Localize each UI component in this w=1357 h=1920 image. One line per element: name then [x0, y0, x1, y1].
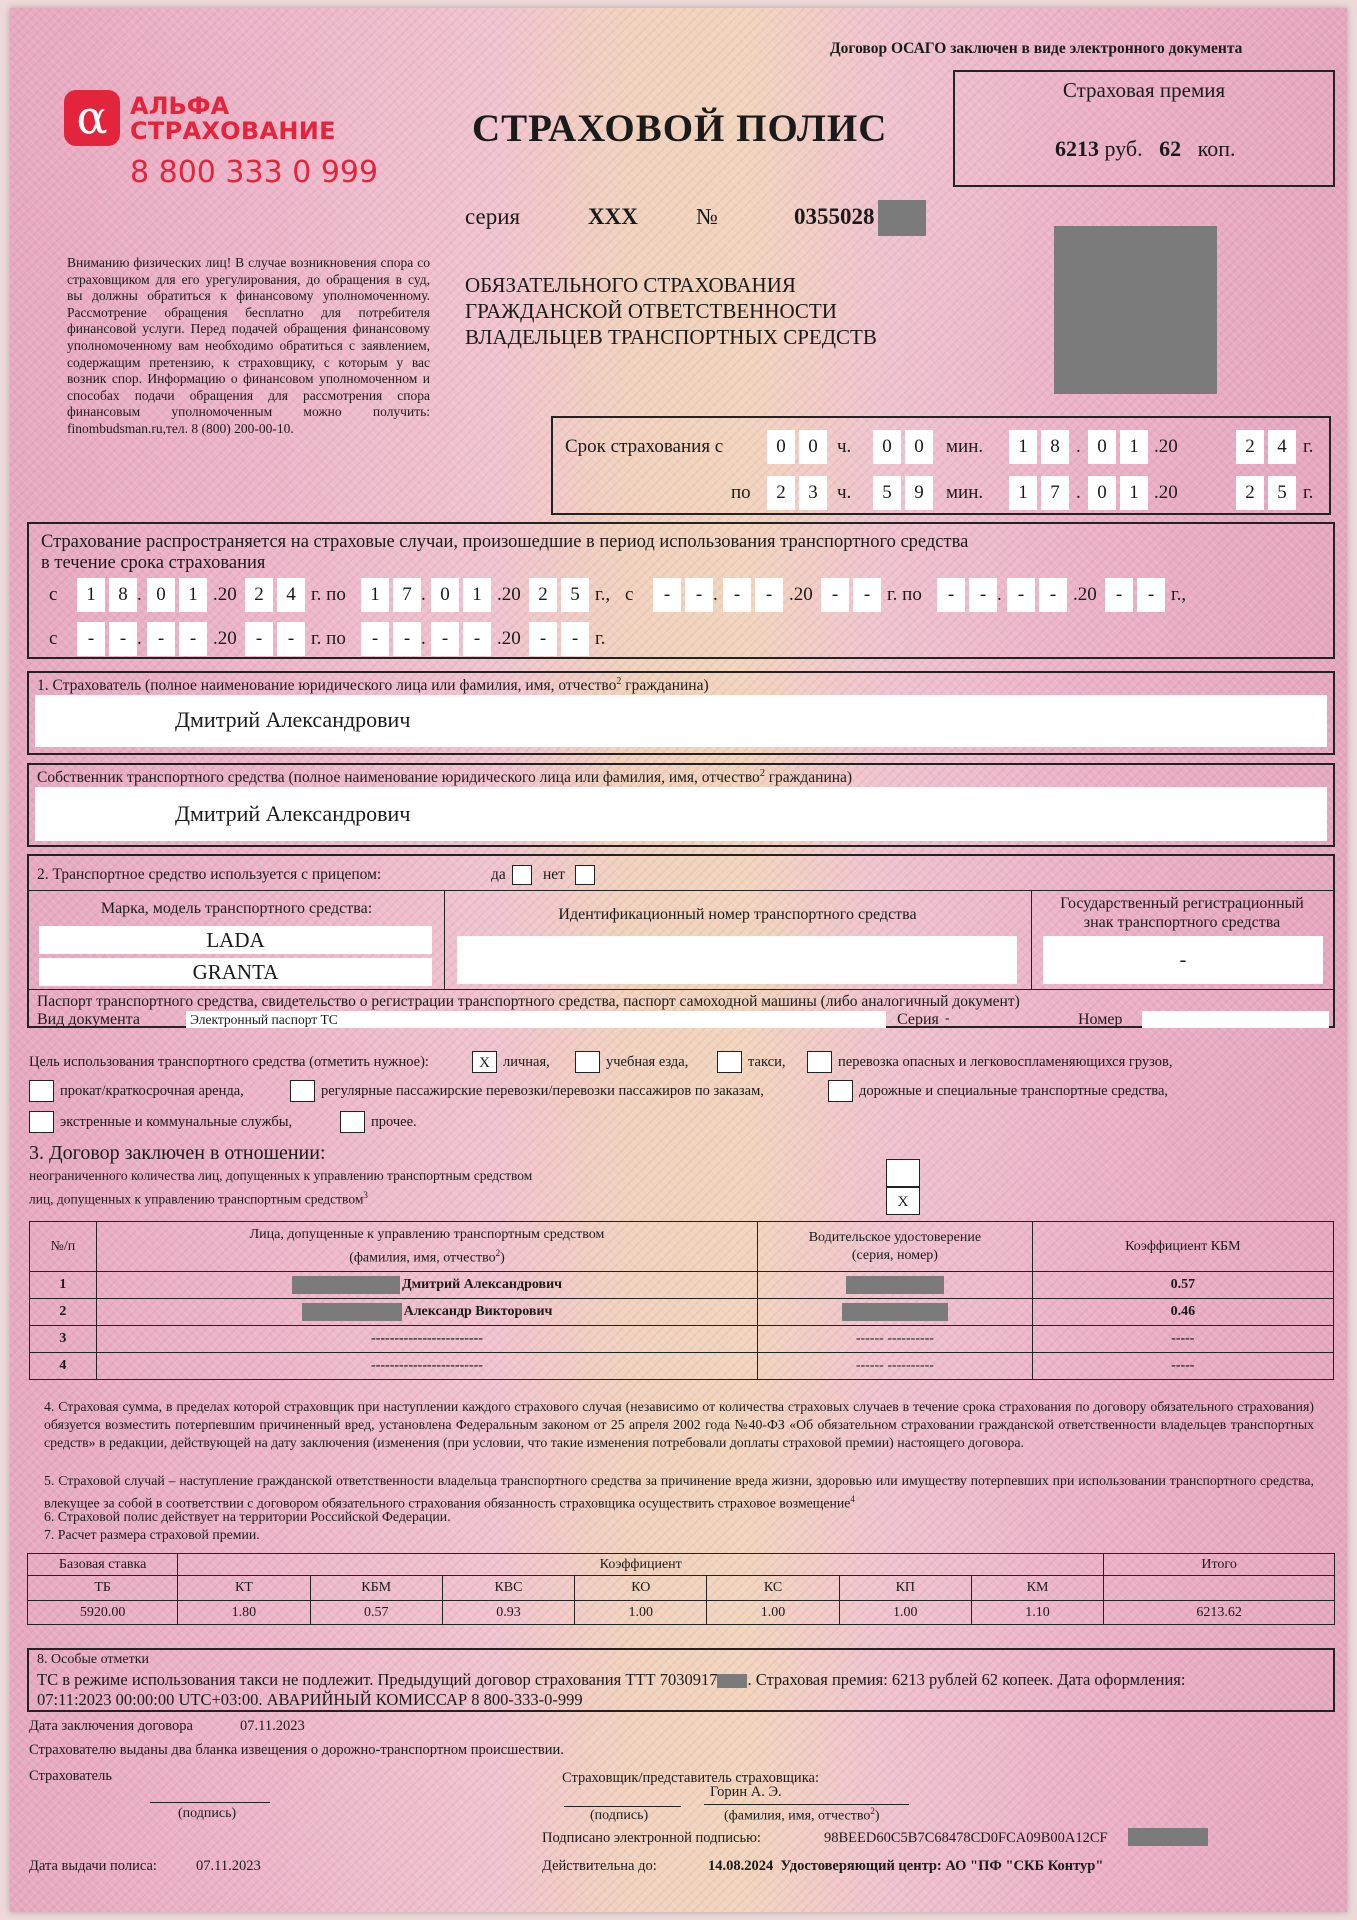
plate-value: -	[1043, 936, 1323, 984]
date-separator: .20	[789, 584, 813, 605]
valid-until-value: 14.08.2024	[708, 1858, 774, 1874]
term-to-d-digit: 7	[1041, 476, 1069, 510]
usage-p2_from-digit: -	[685, 578, 713, 612]
driver-kbm: 0.46	[1032, 1299, 1333, 1326]
driver-name: Александр Викторович	[403, 1304, 553, 1320]
date-separator: .20	[497, 628, 521, 649]
usage-from-label: с	[625, 584, 634, 605]
number-value: 0355028	[794, 204, 875, 229]
consumer-notice: Вниманию физических лиц! В случае возникновения спора со страховщиком для его урегулирования, до обращения в суд, вы должны обратиться к финансовому уполномоченному. Рассмотрение обращения бесплатно для потребителя финансовой услуги. Перед подачей обращения финансовому уполномоченному вам необходимо обратиться с заявлением, содержащим претензию, к страховщику, с которым у вас возник спор. Информацию о финансовом уполномоченном и способах подачи обращения для рассмотрения спора финансовым уполномоченным можно получить: finombudsman.ru,тел. 8 (800) 200-00-10.	[67, 255, 430, 436]
term-to-y-digit: 5	[1268, 476, 1296, 510]
usage-from-label: с	[49, 584, 58, 605]
redacted-block	[292, 1276, 400, 1294]
terms-p6: 6. Страховой полис действует на территории Российской Федерации.	[44, 1509, 451, 1524]
purpose-label: Цель использования транспортного средства (отметить нужное):	[29, 1054, 429, 1070]
date-separator: .	[421, 584, 426, 605]
doc-number-label: Номер	[1078, 1011, 1123, 1028]
term-to-m-digit: 9	[905, 476, 933, 510]
premium-kop-label: коп.	[1197, 136, 1236, 161]
calc-header: КП	[839, 1576, 971, 1601]
model-value: GRANTA	[39, 958, 432, 986]
passport-label: Паспорт транспортного средства, свидетельство о регистрации транспортного средства, паспорт самоходной машины (либо аналогичный документ)	[37, 993, 1020, 1010]
usage-p1_from-digit: 0	[147, 578, 175, 612]
trailer-label: 2. Транспортное средство используется с прицепом:	[37, 866, 382, 883]
term-separator: ч.	[837, 436, 852, 457]
insurer-fio-label: (фамилия, имя, отчество$^2$)	[724, 1806, 880, 1824]
alfa-logo-icon: α	[64, 90, 120, 146]
divider	[29, 989, 1333, 990]
insured-signature-line	[150, 1802, 270, 1803]
calc-total-label: Итого	[1104, 1554, 1335, 1576]
issue-date: 07.11.2023	[196, 1858, 261, 1874]
terms-p5: 5. Страховой случай – наступление гражданской ответственности владельца транспортного средства за причинение вреда жизни, здоровью или имуществу потерпевших при использовании транспортного средства, влекущее за собой в соответствии с договором обязательного страхования обязанность страховщика осуществить страховое возмещение$^4$	[44, 1473, 1314, 1511]
logo-phone: 8 800 333 0 999	[130, 155, 379, 190]
usage-p2_to-digit: -	[969, 578, 997, 612]
valid-until-label: Действительна до:	[542, 1858, 657, 1874]
term-from-d-digit: 8	[1041, 430, 1069, 464]
date-separator: .	[997, 584, 1002, 605]
usage-p2_from-digit: -	[653, 578, 681, 612]
usage-p1_from-digit: -	[77, 622, 105, 656]
usage-p1_to-digit: -	[361, 622, 389, 656]
driver-kbm: -----	[1032, 1326, 1333, 1353]
esign-label: Подписано электронной подписью:	[542, 1830, 761, 1846]
calc-value: 1.00	[707, 1601, 839, 1625]
special-text-3: 07:11:2023 00:00:00 UTC+03:00. АВАРИЙНЫЙ КОМИССАР 8 800-333-0-999	[37, 1690, 583, 1709]
col-license-2: (серия, номер)	[851, 1247, 938, 1263]
purpose-checkbox[interactable]	[575, 1051, 600, 1073]
usage-p2_to-digit: -	[1137, 578, 1165, 612]
term-from-label: Срок страхования с	[565, 436, 724, 457]
usage-period-text: Страхование распространяется на страховые случаи, произошедшие в период использования транспортного средства	[41, 532, 969, 552]
premium-rub-label: руб.	[1104, 136, 1143, 161]
contract-unlimited-label: неограниченного количества лиц, допущенных к управлению транспортным средством	[29, 1168, 533, 1183]
usage-p2_to-digit: -	[937, 578, 965, 612]
driver-name: ------------------------	[371, 1331, 483, 1346]
driver-kbm: 0.57	[1032, 1272, 1333, 1299]
purpose-option-label: дорожные и специальные транспортные средства,	[859, 1083, 1169, 1099]
purpose-option-label: регулярные пассажирские перевозки/перевозки пассажиров по заказам,	[321, 1083, 764, 1099]
page-title: СТРАХОВОЙ ПОЛИС	[472, 107, 888, 150]
usage-p1_from-digit: 4	[277, 578, 305, 612]
date-separator: .20	[1073, 584, 1097, 605]
usage-p2_from-digit: -	[853, 578, 881, 612]
calc-coef-label: Коэффициент	[178, 1554, 1104, 1576]
driver-name: Дмитрий Александрович	[401, 1277, 563, 1293]
usage-p1_to-digit: 1	[463, 578, 491, 612]
col-kbm: Коэффициент КБМ	[1032, 1222, 1333, 1272]
redacted-block	[717, 1674, 747, 1688]
insurer-name-field	[35, 695, 1327, 747]
premium-calc-table	[27, 1553, 1335, 1625]
make-label: Марка, модель транспортного средства:	[100, 900, 373, 917]
term-separator: мин.	[946, 482, 984, 503]
term-from-h-digit: 0	[799, 430, 827, 464]
redacted-block	[878, 200, 926, 236]
term-separator: .	[1076, 482, 1081, 503]
calc-value: 1.80	[178, 1601, 310, 1625]
purpose-option-label: экстренные и коммунальные службы,	[60, 1114, 293, 1130]
doc-number-value	[1142, 1011, 1329, 1028]
term-separator: .	[1076, 436, 1081, 457]
table-row	[30, 1299, 1334, 1326]
purpose-checkbox[interactable]	[29, 1111, 54, 1133]
usage-row-2	[29, 622, 1333, 656]
col-num: №/п	[30, 1222, 97, 1272]
purpose-option-label: такси,	[748, 1054, 786, 1070]
purpose-option-label: учебная езда,	[606, 1054, 689, 1070]
number-label: №	[696, 204, 718, 229]
make-value: LADA	[39, 926, 432, 954]
series-label: серия	[465, 204, 521, 229]
trailer-no-checkbox[interactable]	[575, 865, 595, 885]
usage-p2_from-digit: -	[723, 578, 751, 612]
usage-p1_to-digit: 0	[431, 578, 459, 612]
calc-value: 1.00	[575, 1601, 707, 1625]
esign-value: 98BEED60C5B7C68478CD0FCA09B00A12CF	[824, 1830, 1108, 1846]
term-from-m-digit: 0	[873, 430, 901, 464]
doc-type-value: Электронный паспорт ТС	[190, 1012, 338, 1027]
usage-p1_to-digit: -	[431, 622, 459, 656]
drivers-table	[29, 1221, 1334, 1380]
insured-label: Страхователь	[29, 1768, 112, 1784]
term-box	[551, 416, 1331, 515]
insurer-name: Дмитрий Александрович	[175, 707, 411, 732]
driver-num: 1	[30, 1272, 97, 1299]
purpose-checkbox[interactable]	[340, 1111, 365, 1133]
usage-p1_to-digit: -	[393, 622, 421, 656]
usage-p2_to-digit: -	[1039, 578, 1067, 612]
purpose-option-label: прокат/краткосрочная аренда,	[60, 1083, 244, 1099]
vin-field	[457, 936, 1017, 984]
calc-header: КО	[575, 1576, 707, 1601]
term-from-y-digit: 4	[1268, 430, 1296, 464]
usage-row-1	[29, 578, 1333, 612]
usage-p1_from-digit: -	[179, 622, 207, 656]
usage-p2_to-digit: -	[1105, 578, 1133, 612]
insurer-rep-label: Страховщик/представитель страховщика:	[562, 1770, 819, 1786]
electronic-note: Договор ОСАГО заключен в виде электронного документа	[830, 40, 1243, 57]
trailer-yes-checkbox[interactable]	[512, 865, 532, 885]
usage-p1_from-digit: -	[109, 622, 137, 656]
usage-p1_to-digit: 1	[361, 578, 389, 612]
calc-header: КС	[707, 1576, 839, 1601]
logo-line2: СТРАХОВАНИЕ	[130, 117, 336, 145]
calc-value: 5920.00	[28, 1601, 178, 1625]
usage-p1_to-digit: 5	[561, 578, 589, 612]
driver-num: 4	[30, 1353, 97, 1380]
date-separator: .20	[497, 584, 521, 605]
driver-kbm: -----	[1032, 1353, 1333, 1380]
term-to-mo-digit: 1	[1120, 476, 1148, 510]
purpose-option-label: перевозка опасных и легковоспламеняющихся грузов,	[838, 1054, 1173, 1070]
usage-p1_from-digit: 2	[245, 578, 273, 612]
usage-separator-label: г.	[595, 628, 606, 649]
purpose-checkbox[interactable]	[828, 1080, 853, 1102]
term-to-y-digit: 2	[1236, 476, 1264, 510]
vin-label: Идентификационный номер транспортного средства	[558, 906, 917, 923]
owner-label: Собственник транспортного средства (полное наименование юридического лица или фамилия, имя, отчество$^2$ гражданина)	[37, 768, 853, 787]
usage-p2_from-digit: -	[821, 578, 849, 612]
usage-p2_to-digit: -	[1007, 578, 1035, 612]
policy-document	[10, 8, 1347, 1912]
logo-line1: АЛЬФА	[130, 92, 230, 120]
col-name: Лица, допущенные к управлению транспортным средством	[249, 1226, 605, 1242]
term-from-m-digit: 0	[905, 430, 933, 464]
insured-signature-label: (подпись)	[178, 1806, 237, 1821]
owner-name: Дмитрий Александрович	[175, 801, 411, 826]
special-marks	[27, 1648, 1335, 1712]
insurer-signature-line	[564, 1806, 681, 1807]
usage-p1_to-digit: -	[463, 622, 491, 656]
issue-date-label: Дата выдачи полиса:	[29, 1858, 157, 1874]
special-label: 8. Особые отметки	[37, 1652, 149, 1667]
purpose-option-label: прочее.	[371, 1114, 417, 1130]
usage-p1_to-digit: -	[561, 622, 589, 656]
contract-title: 3. Договор заключен в отношении:	[29, 1142, 326, 1164]
calc-value: 1.10	[971, 1601, 1103, 1625]
insurer-label: 1. Страхователь (полное наименование юридического лица или фамилия, имя, отчество$^2$ гражданина)	[37, 676, 709, 695]
driver-num: 2	[30, 1299, 97, 1326]
driver-name: ------------------------	[371, 1358, 483, 1373]
term-from-mo-digit: 0	[1088, 430, 1116, 464]
doc-series-value: -	[945, 1011, 950, 1026]
date-separator: .	[713, 584, 718, 605]
usage-period-box	[27, 522, 1335, 659]
usage-p1_from-digit: -	[147, 622, 175, 656]
insurer-name-line	[704, 1804, 909, 1805]
date-separator: .	[137, 628, 142, 649]
special-text: ТС в режиме использования такси не подлежит. Предыдущий договор страхования ТТТ 7030917	[37, 1670, 718, 1689]
plate-label-2: знак транспортного средства	[1083, 914, 1281, 931]
term-to-label: по	[731, 482, 751, 503]
forms-note: Страхователю выданы два бланка извещения о дорожно-транспортном происшествии.	[29, 1742, 564, 1758]
term-from-mo-digit: 1	[1120, 430, 1148, 464]
redacted-block	[302, 1303, 402, 1321]
col-name-2: (фамилия, имя, отчество$^2$)	[349, 1247, 505, 1266]
term-separator: г.	[1303, 482, 1314, 503]
usage-separator-label: г.,	[1171, 584, 1187, 605]
premium-box	[953, 70, 1335, 187]
redacted-block	[842, 1303, 948, 1321]
usage-p1_to-digit: 2	[529, 578, 557, 612]
term-separator: .20	[1154, 482, 1178, 503]
term-to-h-digit: 3	[799, 476, 827, 510]
premium-rub-value: 6213	[1055, 136, 1099, 161]
usage-period-text-2: в течение срока страхования	[41, 553, 266, 573]
term-separator: .20	[1154, 436, 1178, 457]
qr-code-redacted	[1054, 226, 1217, 394]
usage-separator-label: г.,	[595, 584, 611, 605]
term-separator: г.	[1303, 436, 1314, 457]
date-separator: .	[137, 584, 142, 605]
driver-num: 3	[30, 1326, 97, 1353]
term-to-d-digit: 1	[1009, 476, 1037, 510]
date-separator: .	[421, 628, 426, 649]
purpose-checkbox[interactable]: X	[472, 1051, 497, 1073]
purpose-checkbox[interactable]	[807, 1051, 832, 1073]
insurer-section	[27, 671, 1335, 755]
owner-section	[27, 763, 1335, 847]
subtitle: ОБЯЗАТЕЛЬНОГО СТРАХОВАНИЯ ГРАЖДАНСКОЙ ОТВЕТСТВЕННОСТИ ВЛАДЕЛЬЦЕВ ТРАНСПОРТНЫХ СРЕДСТВ	[465, 273, 877, 349]
contract-limited-label: лиц, допущенных к управлению транспортным средством$^3$	[29, 1190, 368, 1207]
calc-header: КТ	[178, 1576, 310, 1601]
term-from-row	[553, 430, 1329, 464]
redacted-block	[846, 1276, 944, 1294]
usage-p1_from-digit: -	[277, 622, 305, 656]
term-separator: мин.	[946, 436, 984, 457]
calc-value: 0.57	[310, 1601, 442, 1625]
calc-total: 6213.62	[1104, 1601, 1335, 1625]
calc-base-label: Базовая ставка	[28, 1554, 178, 1576]
table-row	[30, 1326, 1334, 1353]
special-text-2: . Страховая премия: 6213 рублей 62 копеек. Дата оформления:	[747, 1670, 1186, 1689]
certificate-center: Удостоверяющий центр: АО "ПФ "СКБ Контур"	[780, 1858, 1104, 1874]
usage-separator-label: г. по	[311, 628, 346, 649]
term-to-m-digit: 5	[873, 476, 901, 510]
term-separator: ч.	[837, 482, 852, 503]
purpose-checkbox[interactable]	[29, 1080, 54, 1102]
contract-unlimited-checkbox[interactable]	[886, 1159, 920, 1187]
vehicle-section	[27, 854, 1335, 1028]
driver-license: ------ ----------	[855, 1358, 934, 1373]
usage-p1_to-digit: -	[529, 622, 557, 656]
date-separator: .20	[213, 628, 237, 649]
redacted-block	[1128, 1828, 1208, 1846]
usage-from-label: с	[49, 628, 58, 649]
usage-p1_from-digit: 8	[109, 578, 137, 612]
contract-date-label: Дата заключения договора	[29, 1718, 193, 1734]
term-to-h-digit: 2	[767, 476, 795, 510]
term-to-row	[553, 476, 1329, 510]
doc-type-label: Вид документа	[37, 1011, 140, 1028]
terms-p7: 7. Расчет размера страховой премии.	[44, 1527, 260, 1542]
divider	[444, 890, 445, 989]
contract-limited-checkbox[interactable]: X	[886, 1187, 920, 1215]
calc-header: КБМ	[310, 1576, 442, 1601]
table-row	[30, 1353, 1334, 1380]
usage-p1_from-digit: 1	[77, 578, 105, 612]
term-from-d-digit: 1	[1009, 430, 1037, 464]
calc-value: 0.93	[442, 1601, 574, 1625]
term-from-h-digit: 0	[767, 430, 795, 464]
calc-header: КВС	[442, 1576, 574, 1601]
insurer-rep-name: Горин А. Э.	[710, 1784, 782, 1800]
insurer-signature-label: (подпись)	[590, 1808, 649, 1823]
usage-p1_to-digit: 7	[393, 578, 421, 612]
doc-series-label: Серия	[897, 1011, 939, 1028]
col-license: Водительское удостоверение	[808, 1229, 982, 1245]
calc-value: 1.00	[839, 1601, 971, 1625]
calc-header: ТБ	[28, 1576, 178, 1601]
premium-label: Страховая премия	[1062, 78, 1226, 102]
contract-date: 07.11.2023	[240, 1718, 305, 1734]
term-to-mo-digit: 0	[1088, 476, 1116, 510]
calc-header-empty	[1104, 1576, 1335, 1601]
owner-name-field	[35, 787, 1327, 841]
series-value: XXX	[588, 204, 638, 229]
terms-p4: 4. Страховая сумма, в пределах которой страховщик при наступлении каждого страхового случая (независимо от количества страховых случаев в течение срока страхования по договору обязательного страхования) обязуется возместить потерпевшим причиненный вред, установлена Федеральным законом от 25 апреля 2002 года №40-ФЗ «Об обязательном страховании гражданской ответственности владельцев транспортных средств» в редакции, действующей на дату заключения (изменения (при условии, что такие изменения потребовали доплаты страховой премии) настоящего договора.	[44, 1399, 1314, 1450]
usage-separator-label: г. по	[887, 584, 922, 605]
usage-p1_from-digit: -	[245, 622, 273, 656]
calc-header: КМ	[971, 1576, 1103, 1601]
plate-label: Государственный регистрационный	[1060, 895, 1304, 912]
divider	[29, 890, 1333, 891]
purpose-checkbox[interactable]	[717, 1051, 742, 1073]
premium-kop-value: 62	[1159, 136, 1182, 161]
purpose-option-label: личная,	[503, 1054, 550, 1070]
term-from-y-digit: 2	[1236, 430, 1264, 464]
usage-separator-label: г. по	[311, 584, 346, 605]
table-row	[30, 1272, 1334, 1299]
trailer-no-label: нет	[543, 866, 565, 883]
purpose-checkbox[interactable]	[290, 1080, 315, 1102]
date-separator: .20	[213, 584, 237, 605]
usage-p1_from-digit: 1	[179, 578, 207, 612]
driver-license: ------ ----------	[855, 1331, 934, 1346]
trailer-yes-label: да	[491, 866, 506, 883]
usage-p2_from-digit: -	[755, 578, 783, 612]
